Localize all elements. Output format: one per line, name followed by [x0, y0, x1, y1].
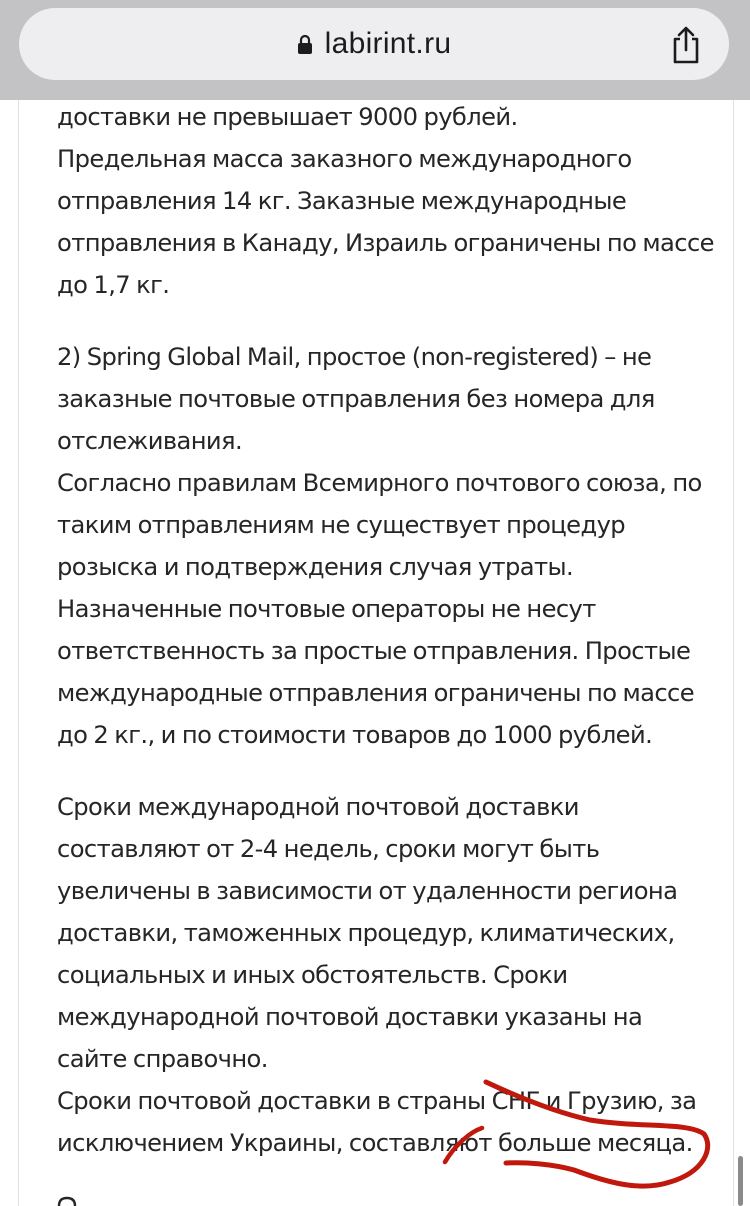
text-line: отправления 14 кг. Заказные международные — [57, 187, 627, 215]
text-line: заказные почтовые отправления без номера для — [57, 385, 655, 413]
text-line: составляют от 2-4 недель, сроки могут быть — [57, 835, 600, 863]
text-line: сайте справочно. — [57, 1045, 268, 1073]
text-line: увеличены в зависимости от удаленности региона — [57, 877, 678, 905]
browser-toolbar — [0, 0, 750, 100]
text-line: международной почтовой доставки указаны на — [57, 1003, 643, 1031]
text-line: Предельная масса заказного международного — [57, 145, 632, 173]
text-line: отправления в Канаду, Израиль ограничены по массе — [57, 229, 714, 257]
address-bar[interactable] — [19, 8, 729, 80]
text-line: социальных и иных обстоятельств. Сроки — [57, 961, 568, 989]
text-line: доставки не превышает 9000 рублей. — [57, 103, 518, 131]
paragraph-gap — [57, 756, 727, 786]
lock-icon — [297, 34, 313, 54]
share-icon[interactable] — [671, 26, 701, 64]
url-display[interactable] — [19, 8, 729, 80]
text-line: международные отправления ограничены по массе — [57, 679, 695, 707]
article-body — [57, 96, 727, 1164]
text-line: 2) Spring Global Mail, простое (non-registered) – не — [57, 343, 652, 371]
cut-off-text-fragment — [57, 1196, 117, 1206]
text-line: Сроки международной почтовой доставки — [57, 793, 579, 821]
scroll-indicator[interactable] — [738, 1156, 743, 1206]
text-line: Согласно правилам Всемирного почтового союза, по — [57, 469, 702, 497]
text-line: отслеживания. — [57, 427, 243, 455]
text-line: доставки, таможенных процедур, климатических, — [57, 919, 675, 947]
text-line: ответственность за простые отправления. Простые — [57, 637, 691, 665]
paragraph-gap — [57, 306, 727, 336]
text-line: Сроки почтовой доставки в страны СНГ и Грузию, за — [57, 1087, 697, 1115]
text-line: до 2 кг., и по стоимости товаров до 1000 рублей. — [57, 721, 653, 749]
text-line: таким отправлениям не существует процедур — [57, 511, 626, 539]
text-line: до 1,7 кг. — [57, 271, 170, 299]
text-line: исключением Украины, составляют больше месяца. — [57, 1129, 693, 1157]
text-line: розыска и подтверждения случая утраты. — [57, 553, 574, 581]
url-text: labirint.ru — [324, 27, 452, 60]
text-line: Назначенные почтовые операторы не несут — [57, 595, 596, 623]
